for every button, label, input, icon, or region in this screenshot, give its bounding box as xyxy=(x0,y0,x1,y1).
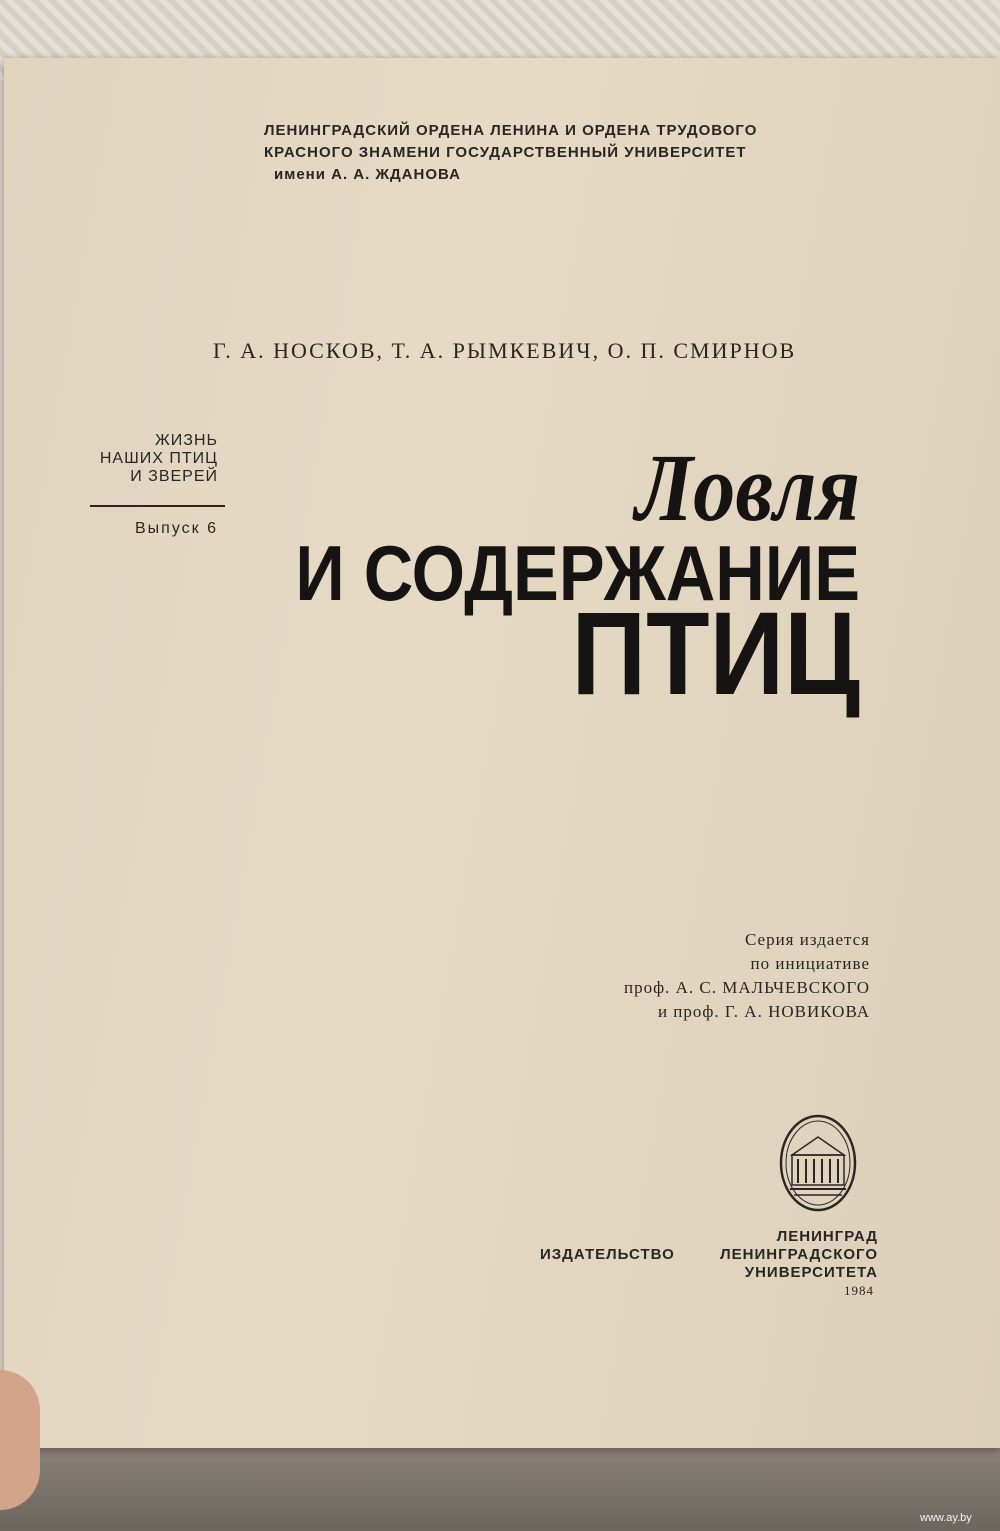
page-edge-shadow xyxy=(0,1440,1000,1531)
publisher-block xyxy=(540,1228,878,1300)
publisher-year: 1984 xyxy=(844,1283,874,1298)
university-line-2: КРАСНОГО ЗНАМЕНИ ГОСУДАРСТВЕННЫЙ УНИВЕРСИТЕТ xyxy=(264,144,747,161)
title-line-2: И СОДЕРЖАНИЕ xyxy=(295,529,860,617)
university-emblem xyxy=(778,1113,858,1218)
series-line-3: И ЗВЕРЕЙ xyxy=(130,468,218,485)
initiative-line-1: Серия издается xyxy=(744,930,870,949)
series-block xyxy=(50,432,218,486)
authors: Г. А. НОСКОВ, Т. А. РЫМКЕВИЧ, О. П. СМИРНОВ xyxy=(213,338,797,363)
publisher-name-2: УНИВЕРСИТЕТА xyxy=(744,1264,878,1281)
publisher-city: ЛЕНИНГРАД xyxy=(776,1228,878,1245)
watermark: www.ay.by xyxy=(920,1512,972,1524)
series-line-2: НАШИХ ПТИЦ xyxy=(99,450,218,467)
publisher-name-1: ЛЕНИНГРАДСКОГО xyxy=(720,1246,878,1263)
series-divider xyxy=(90,505,225,507)
series-issue: Выпуск 6 xyxy=(135,520,218,537)
publisher-label: ИЗДАТЕЛЬСТВО xyxy=(540,1246,675,1263)
title-line-1: Ловля xyxy=(635,434,860,541)
series-line-1: ЖИЗНЬ xyxy=(155,432,218,449)
university-header xyxy=(264,120,757,186)
university-line-1: ЛЕНИНГРАДСКИЙ ОРДЕНА ЛЕНИНА И ОРДЕНА ТРУДОВОГО xyxy=(264,122,758,139)
initiative-note xyxy=(480,928,870,1024)
initiative-line-4: и проф. Г. А. НОВИКОВА xyxy=(657,1002,870,1021)
initiative-line-2: по инициативе xyxy=(750,954,870,973)
finger xyxy=(0,1370,40,1510)
publisher-name-line-1 xyxy=(540,1246,878,1264)
title-line-3: ПТИЦ xyxy=(571,588,860,720)
initiative-line-3: проф. А. С. МАЛЬЧЕВСКОГО xyxy=(624,978,870,997)
university-line-3: имени А. А. ЖДАНОВА xyxy=(274,166,461,183)
